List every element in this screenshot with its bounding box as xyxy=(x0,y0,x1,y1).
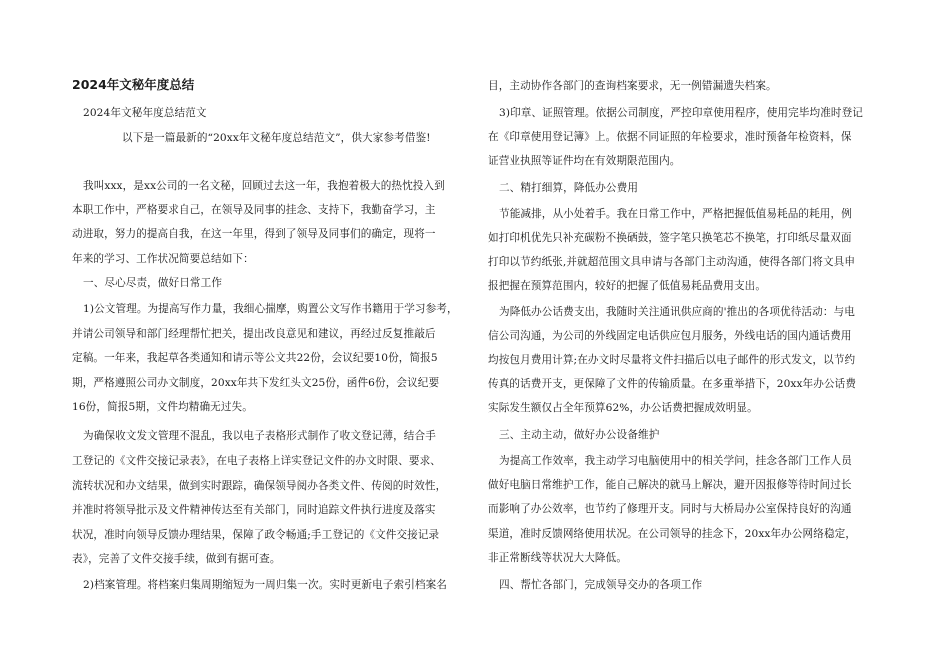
paragraph-line: 定稿。一年来，我起草各类通知和请示等公文共22份，会议纪要10份，简报5 xyxy=(72,352,438,364)
paragraph-line: 目，主动协作各部门的查询档案要求，无一例错漏遗失档案。 xyxy=(488,80,777,92)
paragraph-line: 节能减排，从小处着手。我在日常工作中，严格把握低值易耗品的耗用，例 xyxy=(499,208,852,220)
paragraph-line: 2)档案管理。将档案归集周期缩短为一周归集一次。实时更新电子索引档案名 xyxy=(83,579,447,591)
paragraph-line: 流转状况和办文结果，做到实时跟踪，确保领导阅办各类文件、传阅的时效性， xyxy=(72,480,447,492)
paragraph-line: 报把握在预算范围内，较好的把握了低值易耗品费用支出。 xyxy=(488,280,767,292)
paragraph-line: 打印以节约纸张,并就超范围文具申请与各部门主动沟通，使得各部门将文具申 xyxy=(488,256,856,268)
paragraph-line: 渠道，准时反馈网络使用状况。在公司领导的挂念下，20xx年办公网络稳定， xyxy=(488,528,857,540)
paragraph-line: 并准时将领导批示及文件精神传达至有关部门，同时追踪文件执行进度及落实 xyxy=(72,504,436,516)
paragraph-line: 状况，准时向领导反馈办理结果，保障了政令畅通;手工登记的《文件交接记录 xyxy=(72,529,440,541)
paragraph-line: 如打印机优先只补充碳粉不换硒鼓，签字笔只换笔芯不换笔，打印纸尽量双面 xyxy=(488,232,852,244)
paragraph-line: 本职工作中，严格要求自己，在领导及同事的挂念、支持下，我勤奋学习，主 xyxy=(72,204,436,216)
paragraph-line: 为降低办公话费支出，我随时关注通讯供应商的'推出的各项优待活动：与电 xyxy=(499,306,855,318)
paragraph-line: 而影响了办公效率，也节约了修理开支。同时与大桥局办公室保持良好的沟通 xyxy=(488,503,852,515)
section-heading: 四、帮忙各部门，完成领导交办的各项工作 xyxy=(499,579,703,591)
section-heading: 三、主动主动，做好办公设备维护 xyxy=(499,429,660,441)
paragraph-line: 做好电脑日常维护工作，能自己解决的就马上解决，避开因报修等待时间过长 xyxy=(488,479,852,491)
paragraph-line: 16份，简报5期，文件均精确无过失。 xyxy=(72,401,253,413)
section-heading: 一、尽心尽责，做好日常工作 xyxy=(83,277,223,289)
document-title: 2024年文秘年度总结 xyxy=(72,77,195,92)
paragraph-line: 3)印章、证照管理。依据公司制度，严控印章使用程序，使用完毕均准时登记 xyxy=(499,107,863,119)
paragraph-line: 工登记的《文件交接记录表》，在电子表格上详实登记文件的办文时限、要求、 xyxy=(72,455,441,467)
paragraph-line: 非正常断线等状况大大降低。 xyxy=(488,552,628,564)
paragraph-line: 实际发生额仅占全年预算62%，办公话费把握成效明显。 xyxy=(488,402,758,414)
document-subtitle: 2024年文秘年度总结范文 xyxy=(83,107,207,119)
paragraph-line: 我叫xxx，是xx公司的一名文秘，回顾过去这一年，我抱着极大的热忱投入到 xyxy=(83,180,445,192)
paragraph-line: 信公司沟通，为公司的外线固定电话供应包月服务，外线电话的国内通话费用 xyxy=(488,330,852,342)
section-heading: 二、精打细算，降低办公费用 xyxy=(499,182,639,194)
paragraph-line: 动进取，努力的提高自我，在这一年里，得到了领导及同事们的确定，现将一 xyxy=(72,228,436,240)
paragraph-line: 1)公文管理。为提高写作力量，我细心揣摩，购置公文写作书籍用于学习参考， xyxy=(83,303,458,315)
paragraph-line: 并请公司领导和部门经理帮忙把关，提出改良意见和建议，再经过反复推敲后 xyxy=(72,328,436,340)
paragraph-line: 为确保收文发文管理不混乱，我以电子表格形式制作了收文登记薄，结合手 xyxy=(83,430,436,442)
paragraph-line: 均按包月费用计算;在办文时尽量将文件扫描后以电子邮件的形式发文，以节约 xyxy=(488,354,856,366)
paragraph-line: 证营业执照等证件均在有效期限范围内。 xyxy=(488,155,681,167)
paragraph-line: 在《印章使用登记簿》上。依据不同证照的年检要求，准时预备年检资料，保 xyxy=(488,131,852,143)
paragraph-line: 为提高工作效率，我主动学习电脑使用中的相关学问，挂念各部门工作人员 xyxy=(499,455,852,467)
paragraph-line: 年来的学习、工作状况简要总结如下： xyxy=(72,253,254,265)
intro-line: 以下是一篇最新的“20xx年文秘年度总结范文”，供大家参考借鉴! xyxy=(122,132,431,144)
paragraph-line: 期，严格遵照公司办文制度，20xx年共下发红头文25份，函件6份，会议纪要 xyxy=(72,377,440,389)
paragraph-line: 传真的话费开支，更保障了文件的传输质量。在多重举措下，20xx年办公话费 xyxy=(488,378,857,390)
paragraph-line: 表》，完善了文件交接手续，做到有据可查。 xyxy=(72,553,281,565)
